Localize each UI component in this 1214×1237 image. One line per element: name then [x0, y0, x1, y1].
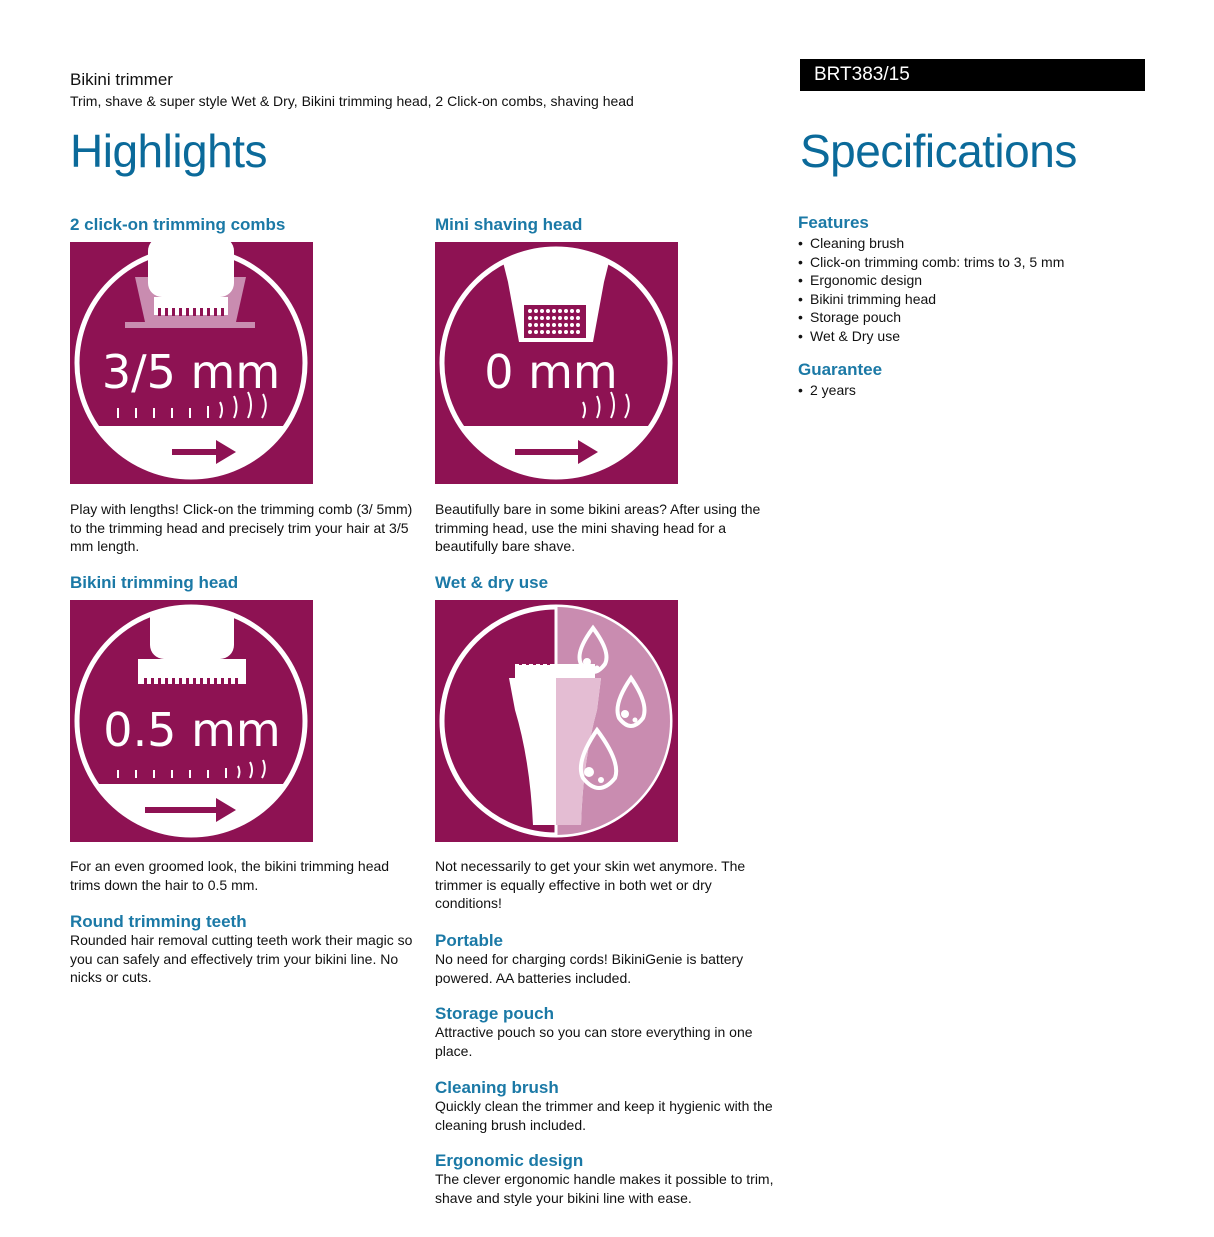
feature-item: • Click-on trimming comb: trims to 3, 5 mm — [798, 253, 1064, 272]
features-heading: Features — [798, 213, 869, 232]
brush-heading: Cleaning brush — [435, 1078, 559, 1097]
feature-item: • Ergonomic design — [798, 271, 1064, 290]
shaving-description: Beautifully bare in some bikini areas? After using the trimming head, use the mini shaving head for a beautifully bare shave. — [435, 501, 761, 554]
guarantee-heading: Guarantee — [798, 360, 883, 379]
bikini-head-heading: Bikini trimming head — [70, 573, 239, 592]
ergonomic-heading: Ergonomic design — [435, 1151, 584, 1170]
pouch-description: Attractive pouch so you can store everything in one place. — [435, 1024, 753, 1059]
bikini-head-description: For an even groomed look, the bikini trimming head trims down the hair to 0.5 mm. — [70, 858, 390, 893]
feature-item: • Cleaning brush — [798, 234, 1064, 253]
shaving-head-icon — [435, 242, 678, 484]
bikini-head-icon — [70, 600, 313, 842]
round-teeth-heading: Round trimming teeth — [70, 912, 247, 931]
combs-description: Play with lengths! Click-on the trimming comb (3/ 5mm) to the trimming head and precisely trim your hair at 3/5 mm length. — [70, 501, 413, 554]
feature-item: • Wet & Dry use — [798, 327, 1064, 346]
features-list — [798, 234, 1064, 345]
comb-trimmer-icon — [70, 242, 313, 484]
ergonomic-description: The clever ergonomic handle makes it possible to trim, shave and style your bikini line with ease. — [435, 1171, 774, 1206]
wet-dry-icon — [435, 600, 678, 842]
feature-item: • Storage pouch — [798, 308, 1064, 327]
portable-heading: Portable — [435, 931, 504, 950]
specifications-title: Specifications — [800, 125, 1077, 177]
highlights-title: Highlights — [70, 125, 267, 177]
feature-item: • Bikini trimming head — [798, 290, 1064, 309]
wet-dry-heading: Wet & dry use — [435, 573, 549, 592]
pouch-heading: Storage pouch — [435, 1004, 555, 1023]
round-teeth-description: Rounded hair removal cutting teeth work their magic so you can safely and effectively trim your bikini line. No nicks or cuts. — [70, 932, 413, 985]
guarantee-list — [798, 381, 856, 400]
shaving-icon-text: 0 mm — [484, 345, 618, 399]
brush-description: Quickly clean the trimmer and keep it hygienic with the cleaning brush included. — [435, 1098, 773, 1133]
product-subtitle: Trim, shave & super style Wet & Dry, Bikini trimming head, 2 Click-on combs, shaving head — [70, 93, 634, 109]
portable-description: No need for charging cords! BikiniGenie is battery powered. AA batteries included. — [435, 951, 744, 986]
shaving-heading: Mini shaving head — [435, 215, 583, 234]
guarantee-item: • 2 years — [798, 381, 856, 400]
bikini-head-icon-text: 0.5 mm — [103, 703, 281, 757]
model-number: BRT383/15 — [800, 59, 1145, 91]
product-name: Bikini trimmer — [70, 70, 173, 89]
combs-icon-text: 3/5 mm — [101, 345, 281, 399]
wet-dry-description: Not necessarily to get your skin wet anymore. The trimmer is equally effective in both wet or dry conditions! — [435, 858, 746, 911]
combs-heading: 2 click-on trimming combs — [70, 215, 286, 234]
